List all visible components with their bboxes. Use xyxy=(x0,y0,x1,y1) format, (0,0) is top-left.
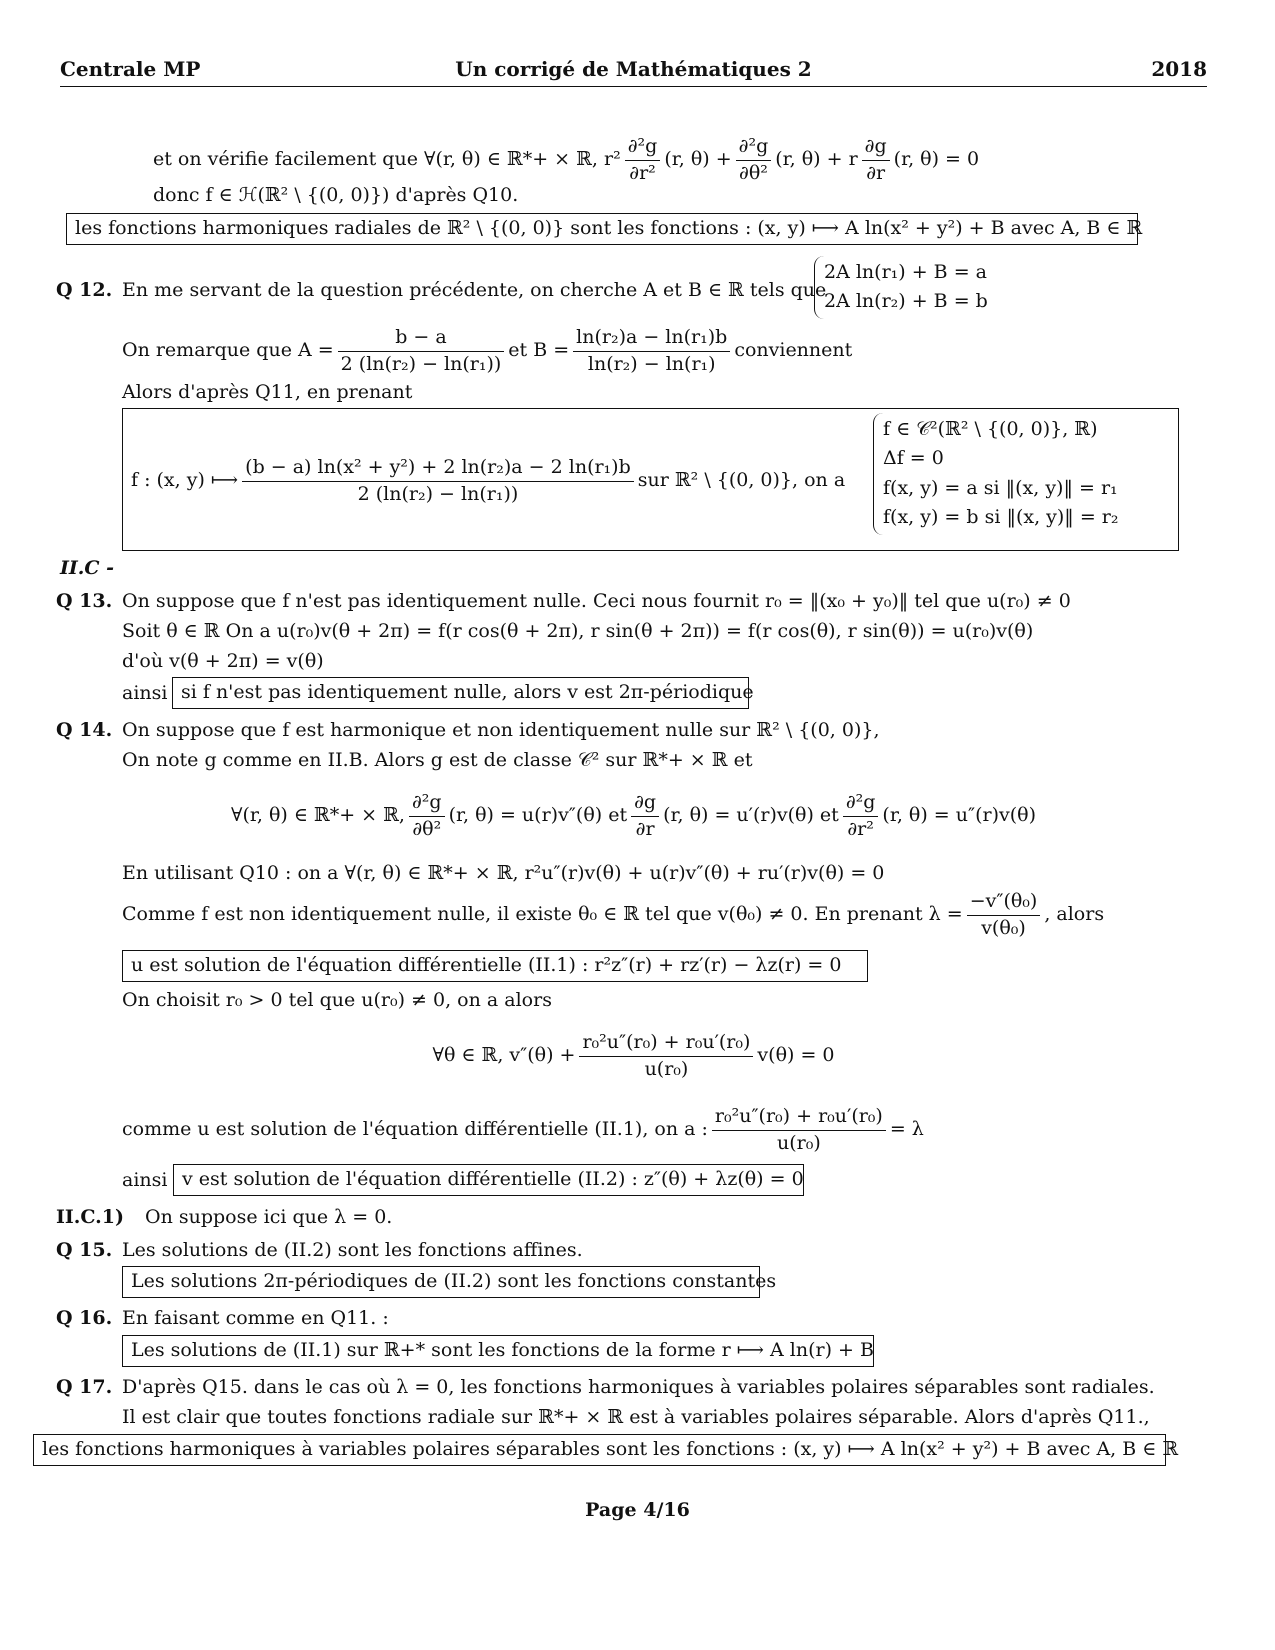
result-box-II1: u est solution de l'équation différentielle (II.1) : r²z″(r) + rz′(r) − λz(r) = 0 xyxy=(122,950,868,982)
q14-partials-equation: ∀(r, θ) ∈ ℝ*+ × ℝ, $\frac{\text{∂²g}}{\text{∂θ²}}$ (r, θ) = u(r)v″(θ) et $\frac{\partial g}{\partial r}$ (r, θ) = u′(r)v(θ) et $\frac{\text{∂²g}}{\text{∂r²}}$ (r, θ) = u″(r)v(θ) xyxy=(230,791,1036,840)
section-IIC1: II.C.1) xyxy=(56,1206,125,1228)
q14-line6: comme u est solution de l'équation différentielle (II.1), on a : $\frac{\text{r₀²u″(r₀) + r₀u′(r₀)}}{\text{u(r₀)}}$ = λ xyxy=(122,1105,924,1154)
frac-f: $\frac{\text{(b − a) ln(x² + y²) + 2 ln(r₂)a − 2 ln(r₁)b}}{\text{2 (ln(r₂) − ln(r₁))}}$ xyxy=(242,455,634,507)
q17-label: Q 17. xyxy=(56,1376,113,1398)
result-box-q16: Les solutions de (II.1) sur ℝ+* sont les fonctions de la forme r ⟼ A ln(r) + B xyxy=(122,1335,874,1367)
q12-text: En me servant de la question précédente, on cherche A et B ∈ ℝ tels que xyxy=(122,279,827,301)
header-center: Un corrigé de Mathématiques 2 xyxy=(455,57,812,81)
header-left: Centrale MP xyxy=(60,57,201,81)
result-box-periodic: si f n'est pas identiquement nulle, alors v est 2π-périodique xyxy=(172,677,749,709)
q14-line5: On choisit r₀ > 0 tel que u(r₀) ≠ 0, on a alors xyxy=(122,989,552,1011)
q13-line2: Soit θ ∈ ℝ On a u(r₀)v(θ + 2π) = f(r cos(θ + 2π), r sin(θ + 2π)) = f(r cos(θ), r sin(θ)) = u(r₀)v(θ) xyxy=(122,620,1034,642)
section-IIC1-text: On suppose ici que λ = 0. xyxy=(145,1206,393,1228)
q13-label: Q 13. xyxy=(56,590,113,612)
q12-label: Q 12. xyxy=(56,279,113,301)
q17-line2: Il est clair que toutes fonctions radiale sur ℝ*+ × ℝ est à variables polaires séparable. Alors d'après Q11., xyxy=(122,1406,1150,1428)
q14-line1: On suppose que f est harmonique et non identiquement nulle sur ℝ² \ {(0, 0)}, xyxy=(122,719,880,741)
result-box-radial: les fonctions harmoniques radiales de ℝ² \ {(0, 0)} sont les fonctions : (x, y) ⟼ A ln(x² + y²) + B avec A, B ∈ ℝ xyxy=(66,213,1138,245)
q16-line1: En faisant comme en Q11. : xyxy=(122,1307,389,1329)
header-right: 2018 xyxy=(1151,57,1207,81)
q13-line1: On suppose que f n'est pas identiquement nulle. Ceci nous fournit r₀ = ‖(x₀ + y₀)‖ tel que u(r₀) ≠ 0 xyxy=(122,590,1071,612)
laplacian-polar-line: et on vérifie facilement que ∀(r, θ) ∈ ℝ*+ × ℝ, r² $\frac{\text{∂²g}}{\text{∂r²}}$ (r, θ) + $\frac{\text{∂²g}}{\text{∂θ²}}$ (r, θ) + r $\frac{\partial g}{\partial r}$ (r, θ) = 0 xyxy=(153,134,979,186)
f-conditions-system: f ∈ 𝒞²(ℝ² \ {(0, 0)}, ℝ) Δf = 0 f(x, y) = a si ‖(x, y)‖ = r₁ f(x, y) = b si ‖(x, y)‖ = r₂ xyxy=(873,413,1119,535)
q12-system: 2A ln(r₁) + B = a 2A ln(r₂) + B = b xyxy=(814,256,988,319)
frac-d2g-dtheta2: $\frac{\text{∂²g}}{\text{∂θ²}}$ xyxy=(736,134,772,186)
page-header xyxy=(60,56,1207,87)
q14-line2: On note g comme en II.B. Alors g est de classe 𝒞² sur ℝ*+ × ℝ et xyxy=(122,749,753,771)
frac-d2g-dr2: $\frac{\text{∂²g}}{\text{∂r²}}$ xyxy=(625,134,661,186)
q12-alors: Alors d'après Q11, en prenant xyxy=(122,381,413,403)
l1-prefix: et on vérifie facilement que ∀(r, θ) ∈ ℝ*+ × ℝ, r² xyxy=(153,148,621,171)
l2-text: donc f ∈ ℋ(ℝ² \ {(0, 0)}) d'après Q10. xyxy=(153,184,519,206)
frac-A: $\frac{b - a}{\text{2 (ln(r₂) − ln(r₁))}}$ xyxy=(338,325,505,377)
q14-line4: Comme f est non identiquement nulle, il existe θ₀ ∈ ℝ tel que v(θ₀) ≠ 0. En prenant λ = $\frac{\text{−v″(θ₀)}}{\text{v(θ₀)}}$ , alors xyxy=(122,889,1104,941)
frac-B: $\frac{\text{ln(r₂)a − ln(r₁)b}}{\text{ln(r₂) − ln(r₁)}}$ xyxy=(573,325,730,377)
frac-dg-dr: $\frac{\partial g}{\partial r}$ xyxy=(862,134,890,186)
result-box-q17: les fonctions harmoniques à variables polaires séparables sont les fonctions : (x, y) ⟼ A ln(x² + y²) + B avec A, B ∈ ℝ xyxy=(33,1434,1166,1466)
result-box-q15: Les solutions 2π-périodiques de (II.2) sont les fonctions constantes xyxy=(122,1266,760,1298)
result-box-II2: v est solution de l'équation différentielle (II.2) : z″(θ) + λz(θ) = 0 xyxy=(173,1164,804,1196)
q17-line1: D'après Q15. dans le cas où λ = 0, les fonctions harmoniques à variables polaires séparables sont radiales. xyxy=(122,1376,1155,1398)
q16-label: Q 16. xyxy=(56,1307,113,1329)
result-box-f-definition: f : (x, y) ⟼ $\frac{\text{(b − a) ln(x² + y²) + 2 ln(r₂)a − 2 ln(r₁)b}}{\text{2 (ln(r₂) − ln(r₁))}}$ sur ℝ² \ {(0, 0)}, on a f ∈ 𝒞²(ℝ² \ {(0, 0)}, ℝ) Δf = 0 f(x, y) = a si ‖(x, y)‖ = r₁ f(x, y) = b si ‖(x, y)‖ = r₂ xyxy=(122,408,1179,551)
q13-ainsi: ainsi xyxy=(122,682,168,704)
page-number: Page 4/16 xyxy=(585,1499,690,1521)
q13-line3: d'où v(θ + 2π) = v(θ) xyxy=(122,650,324,672)
q15-line1: Les solutions de (II.2) sont les fonctions affines. xyxy=(122,1239,583,1261)
section-IIC: II.C - xyxy=(60,557,115,579)
q14-line3: En utilisant Q10 : on a ∀(r, θ) ∈ ℝ*+ × ℝ, r²u″(r)v(θ) + u(r)v″(θ) + ru′(r)v(θ) = 0 xyxy=(122,862,885,884)
q12-remark-line: On remarque que A = $\frac{b - a}{\text{2 (ln(r₂) − ln(r₁))}}$ et B = $\frac{\text{ln(r₂)a − ln(r₁)b}}{\text{ln(r₂) − ln(r₁)}}$ conviennent xyxy=(122,325,852,377)
frac-lambda: $\frac{\text{−v″(θ₀)}}{\text{v(θ₀)}}$ xyxy=(967,889,1041,941)
q15-label: Q 15. xyxy=(56,1239,113,1261)
q14-ainsi: ainsi xyxy=(122,1169,168,1191)
q14-label: Q 14. xyxy=(56,719,113,741)
q14-v-equation: ∀θ ∈ ℝ, v″(θ) + $\frac{\text{r₀²u″(r₀) + r₀u′(r₀)}}{\text{u(r₀)}}$ v(θ) = 0 xyxy=(432,1031,835,1080)
